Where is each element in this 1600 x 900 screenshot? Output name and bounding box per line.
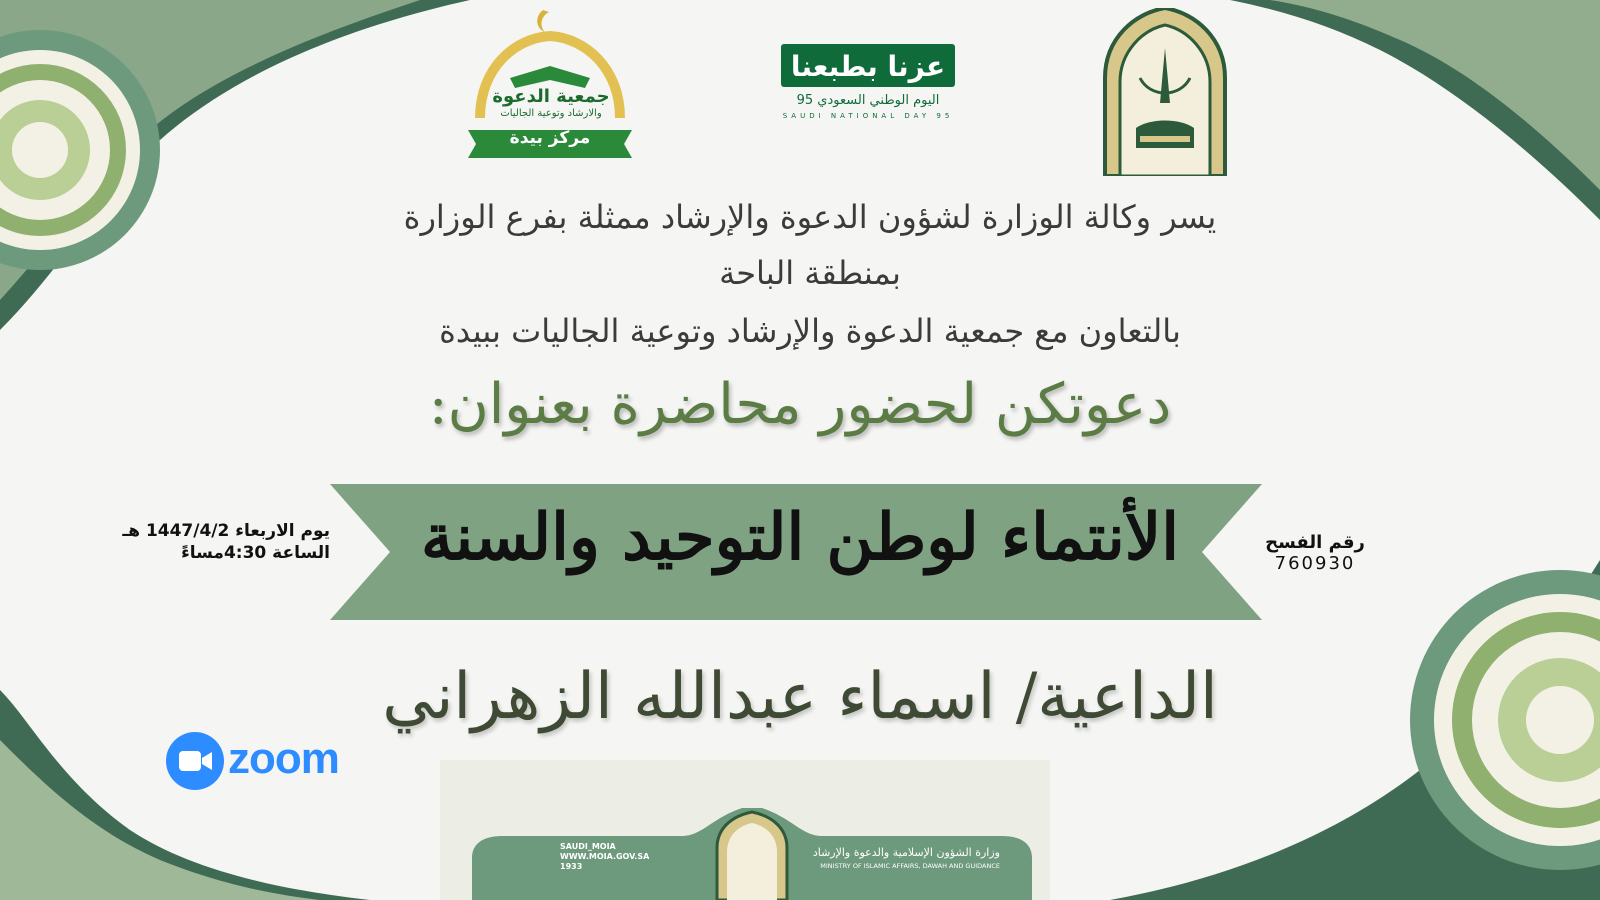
- room-label: رقم الفسح: [1265, 532, 1365, 553]
- footer-website: WWW.MOIA.GOV.SA: [560, 852, 650, 861]
- national-day-logo: [772, 44, 964, 136]
- video-camera-icon: [166, 732, 224, 790]
- invitation-heading: دعوتكن لحضور محاضرة بعنوان:: [428, 372, 1172, 437]
- national-day-subtitle: اليوم الوطني السعودي 95: [796, 93, 940, 108]
- intro-line-1: يسر وكالة الوزارة لشؤون الدعوة والإرشاد ممثلة بفرع الوزارة: [403, 198, 1217, 236]
- schedule-block: [80, 520, 330, 564]
- association-name: جمعية الدعوة: [492, 86, 610, 107]
- intro-line-3: بالتعاون مع جمعية الدعوة والإرشاد وتوعية الجاليات ببيدة: [439, 312, 1181, 350]
- zoom-wordmark: zoom: [228, 734, 339, 783]
- association-subtitle: والارشاد وتوعية الجاليات: [500, 108, 602, 119]
- association-branch-label: مركز بيدة: [509, 128, 591, 148]
- lecture-title: الأنتماء لوطن التوحيد والسنة: [420, 500, 1180, 575]
- footer-contact: [560, 842, 670, 872]
- footer-phone: 1933: [560, 862, 583, 871]
- room-number: 760930: [1274, 553, 1356, 574]
- footer-handle: SAUDI_MOIA: [560, 842, 616, 851]
- schedule-time: الساعة 4:30مساءً: [181, 543, 330, 563]
- schedule-date: يوم الاربعاء 1447/4/2 هـ: [122, 521, 330, 541]
- intro-line-2: بمنطقة الباحة: [719, 254, 901, 292]
- footer-ministry-english: MINISTRY OF ISLAMIC AFFAIRS, DAWAH AND GUIDANCE: [820, 862, 1000, 870]
- national-day-title: عزنا بطبعنا: [781, 44, 955, 87]
- footer-ministry-arabic: وزارة الشؤون الإسلامية والدعوة والإرشاد: [812, 846, 1000, 859]
- national-day-english: SAUDI NATIONAL DAY 95: [782, 112, 954, 120]
- ministry-emblem-icon: [1100, 8, 1230, 176]
- speaker-name: الداعية/ اسماء عبدالله الزهراني: [382, 660, 1218, 734]
- room-block: [1250, 532, 1380, 574]
